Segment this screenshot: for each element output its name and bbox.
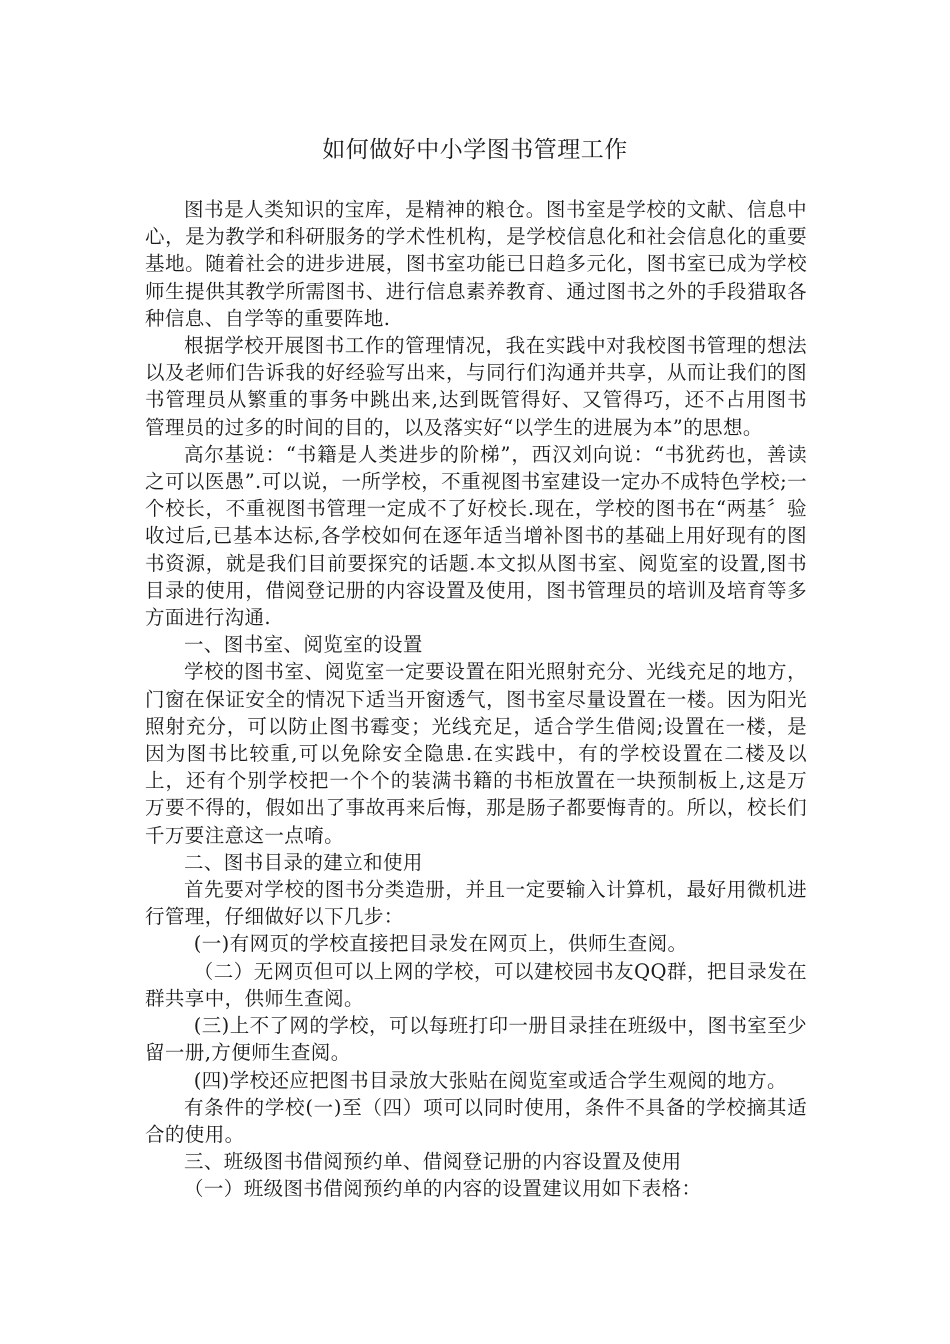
list-item-4: (四)学校还应把图书目录放大张贴在阅览室或适合学生观阅的地方。 [193,1068,787,1092]
section-heading-1: 一、图书室、阅览室的设置 [184,633,423,657]
paragraph-catalog-intro: 首先要对学校的图书分类造册，并且一定要输入计算机，最好用微机进行管理，仔细做好以下几步： [145,878,807,929]
paragraph-room-setup: 学校的图书室、阅览室一定要设置在阳光照射充分、光线充足的地方，门窗在保证安全的情况下适当开窗透气，图书室尽量设置在一楼。因为阳光照射充分，可以防止图书霉变；光线充足，适合学生借阅;设置在一楼，是因为图书比较重,可以免除安全隐患.在实践中，有的学校设置在二楼及以上，还有个别学校把一个个的装满书籍的书柜放置在一块预制板上,这是万万要不得的，假如出了事故再来后悔，那是肠子都要悔青的。所以，校长们千万要注意这一点唷。 [145,660,807,847]
document-body [145,196,807,1203]
section-heading-3: 三、班级图书借阅预约单、借阅登记册的内容设置及使用 [184,1150,682,1174]
paragraph-intro: 图书是人类知识的宝库，是精神的粮仓。图书室是学校的文献、信息中心，是为教学和科研服务的学术性机构，是学校信息化和社会信息化的重要基地。随着社会的进步进展，图书室功能已日趋多元化，图书室已成为学校师生提供其教学所需图书、进行信息素养教育、通过图书之外的手段猎取各种信息、自学等的重要阵地. [145,198,807,330]
paragraph-purpose: 根据学校开展图书工作的管理情况，我在实践中对我校图书管理的想法以及老师们告诉我的好经验写出来，与同行们沟通并共享，从而让我们的图书管理员从繁重的事务中跳出来,达到既管得好、又管得巧，还不占用图书管理员的过多的时间的目的，以及落实好“以学生的进展为本”的思想。 [145,334,807,439]
list-item-3: (三)上不了网的学校，可以每班打印一册目录挂在班级中，图书室至少留一册,方便师生查阅。 [145,1014,807,1065]
section-heading-2: 二、图书目录的建立和使用 [184,850,423,874]
paragraph-conditions: 有条件的学校(一)至（四）项可以同时使用，条件不具备的学校摘其适合的使用。 [145,1095,807,1146]
paragraph-quotes: 高尔基说：“书籍是人类进步的阶梯”，西汉刘向说：“书犹药也，善读之可以医愚”.可以说，一所学校，不重视图书室建设一定办不成特色学校;一个校长，不重视图书管理一定成不了好校长.现在，学校的图书在“两基〞验收过后,已基本达标,各学校如何在逐年适当增补图书的基础上用好现有的图书资源，就是我们目前要探究的话题.本文拟从图书室、阅览室的设置,图书目录的使用，借阅登记册的内容设置及使用，图书管理员的培训及培育等多方面进行沟通. [145,442,807,630]
list-item-2: （二）无网页但可以上网的学校，可以建校园书友QQ群，把目录发在群共享中，供师生查阅。 [145,959,807,1010]
paragraph-table-intro: （一）班级图书借阅预约单的内容的设置建议用如下表格： [184,1177,702,1201]
document-title: 如何做好中小学图书管理工作 [322,137,628,163]
list-item-1: (一)有网页的学校直接把目录发在网页上，供师生查阅。 [193,932,688,956]
